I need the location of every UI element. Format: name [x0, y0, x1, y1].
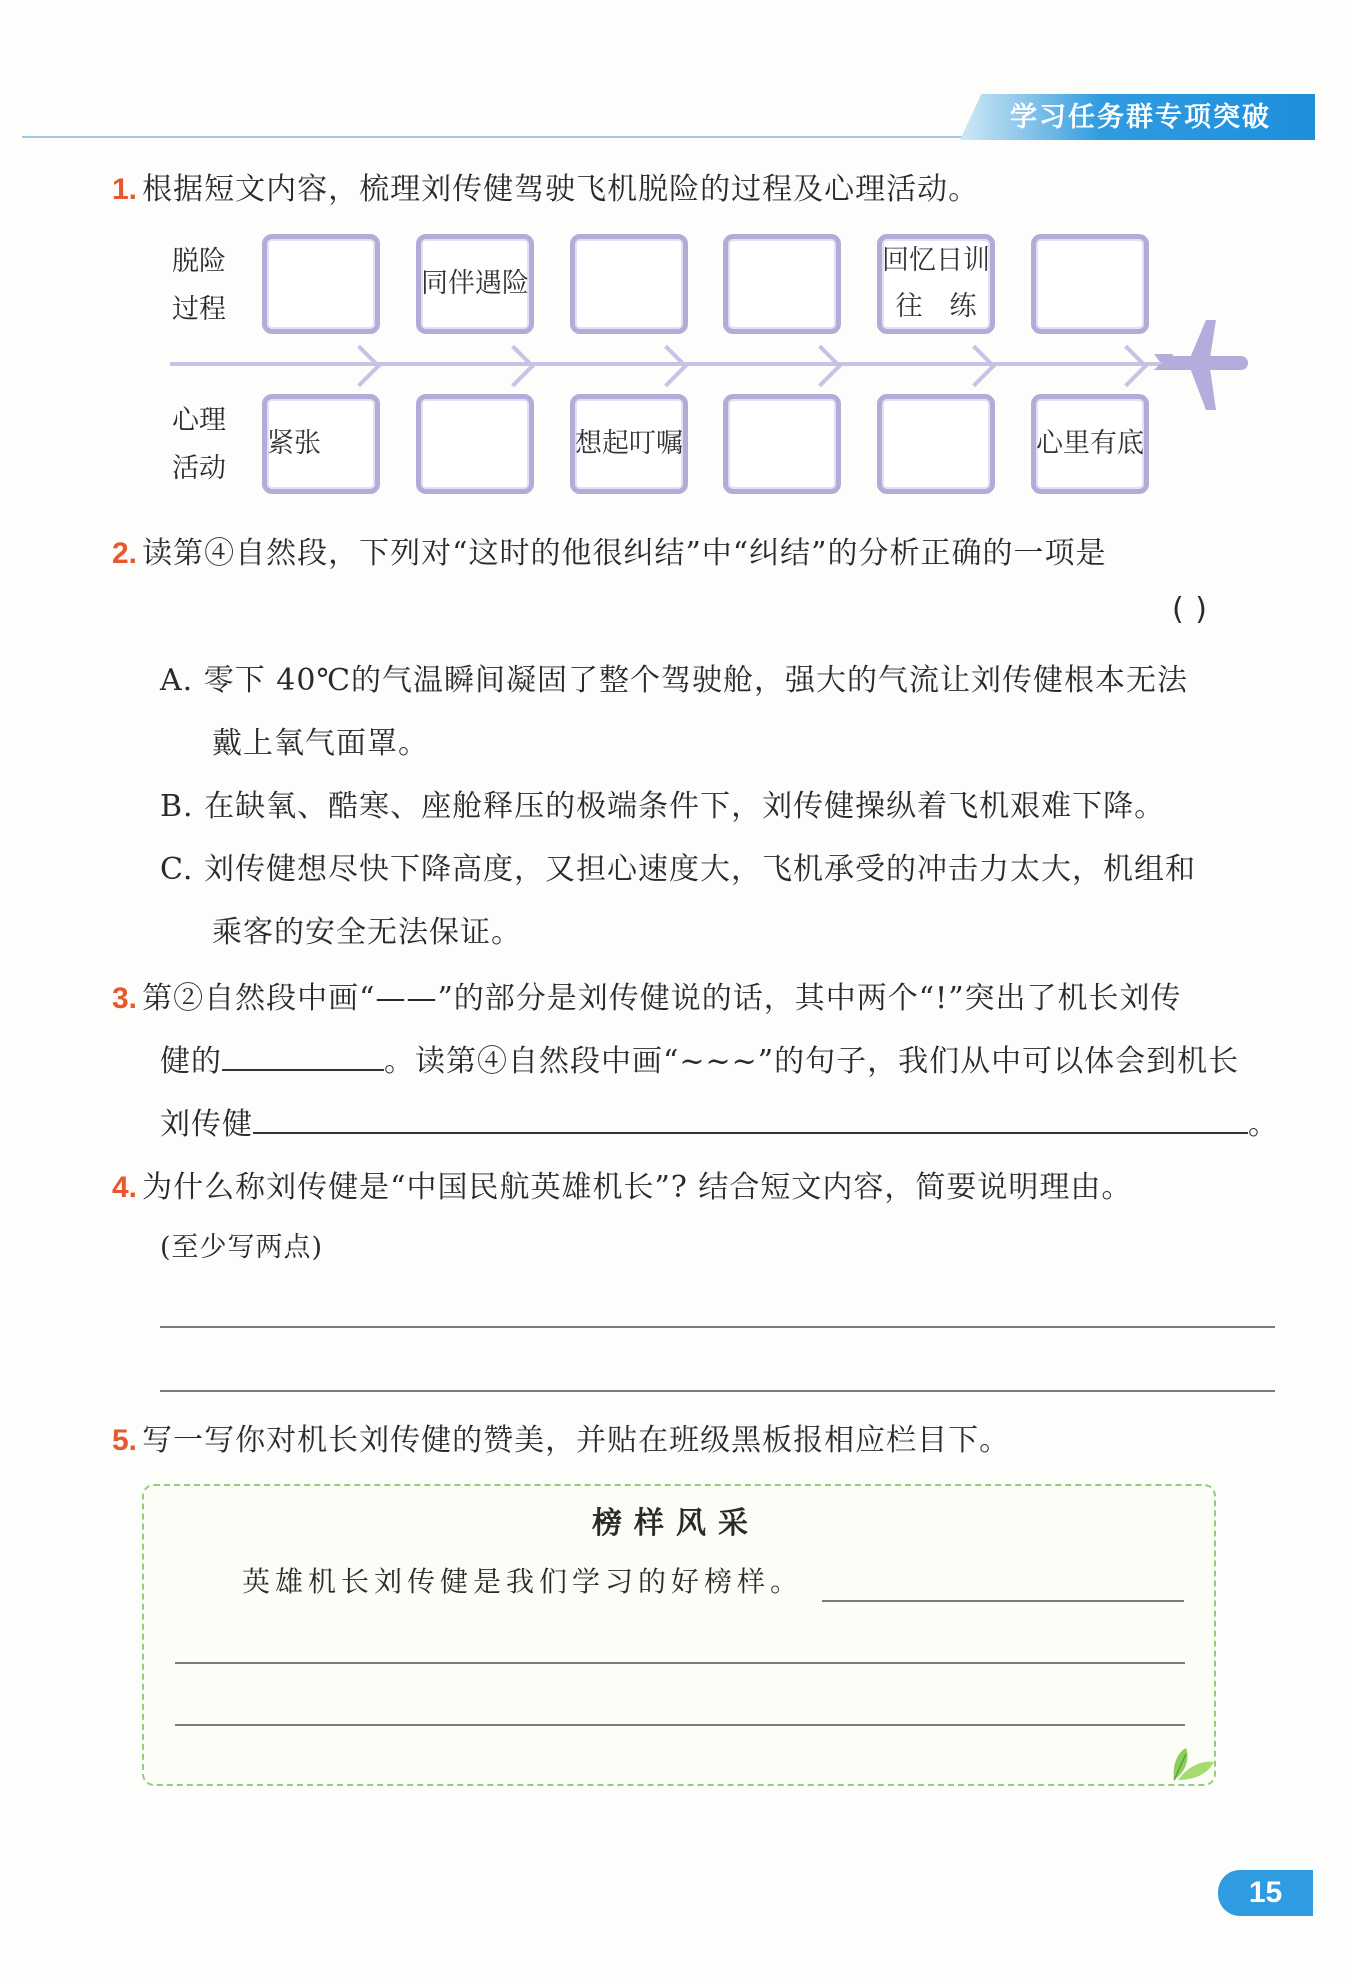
emotion-box[interactable]: [262, 394, 380, 494]
fill-blank[interactable]: [253, 1104, 1248, 1134]
question-2: [112, 528, 1106, 572]
panel-title: 榜样风采: [592, 1506, 760, 1541]
chevron-right-icon: [1106, 345, 1148, 387]
process-box[interactable]: [877, 234, 995, 334]
box-text: 遇险: [475, 268, 529, 299]
box-text: 想起: [575, 428, 629, 459]
emotion-box[interactable]: [877, 394, 995, 494]
chevron-right-icon: [493, 345, 535, 387]
box-text: 有底: [1090, 428, 1144, 459]
page-number: 15: [1218, 1870, 1313, 1916]
box-text: 紧张: [267, 428, 321, 459]
question-number: 1.: [112, 173, 138, 206]
box-text: 回忆往: [882, 245, 936, 322]
box-text: 心里: [1036, 428, 1090, 459]
question-text: 根据短文内容，梳理刘传健驾驶飞机脱险的过程及心理活动。: [142, 172, 980, 207]
option-b[interactable]: B. 在缺氧、酷寒、座舱释压的极端条件下，刘传健操纵着飞机艰难下降。: [160, 789, 1166, 824]
chevron-right-icon: [800, 345, 842, 387]
option-a[interactable]: A. 零下 40℃的气温瞬间凝固了整个驾驶舱，强大的气流让刘传健根本无法: [160, 663, 1189, 698]
question-1: [112, 164, 979, 208]
process-box[interactable]: [416, 234, 534, 334]
question-number: 2.: [112, 537, 138, 570]
answer-line[interactable]: [160, 1326, 1275, 1328]
question-number: 5.: [112, 1424, 138, 1457]
chevron-right-icon: [339, 345, 381, 387]
chevron-right-icon: [954, 345, 996, 387]
option-a-cont: 戴上氧气面罩。: [212, 726, 429, 761]
chevron-right-icon: [646, 345, 688, 387]
option-c[interactable]: C. 刘传健想尽快下降高度，又担心速度大，飞机承受的冲击力太大，机组和: [160, 852, 1196, 887]
question-text: 读第④自然段，下列对“这时的他很纠结”中“纠结”的分析正确的一项是: [142, 536, 1107, 571]
process-box[interactable]: [1031, 234, 1149, 334]
question-3: [112, 973, 1182, 1017]
airplane-icon: [1150, 318, 1260, 414]
leaf-icon: [1168, 1742, 1218, 1782]
emotion-box[interactable]: [570, 394, 688, 494]
question-4-note: (至少写两点): [160, 1232, 324, 1263]
box-text: 叮嘱: [629, 428, 683, 459]
question-number: 4.: [112, 1171, 138, 1204]
question-text: 第②自然段中画“——”的部分是刘传健说的话，其中两个“!”突出了机长刘传: [142, 981, 1182, 1016]
process-box[interactable]: [570, 234, 688, 334]
question-4: [112, 1162, 1132, 1206]
question-3-line2: 健的 。读第④自然段中画“~~~”的句子，我们从中可以体会到机长: [160, 1036, 1239, 1080]
question-text: 写一写你对机长刘传健的赞美，并贴在班级黑板报相应栏目下。: [142, 1423, 1011, 1458]
emotion-box[interactable]: [1031, 394, 1149, 494]
answer-line[interactable]: [822, 1600, 1184, 1602]
box-text: 同伴: [421, 268, 475, 299]
process-box[interactable]: [723, 234, 841, 334]
emotion-box[interactable]: [723, 394, 841, 494]
diagram-top-label: 脱险 过程: [172, 246, 226, 325]
process-box[interactable]: [262, 234, 380, 334]
answer-line[interactable]: [175, 1724, 1185, 1726]
question-3-line3: 刘传健 。: [160, 1099, 1279, 1143]
answer-line[interactable]: [160, 1390, 1275, 1392]
emotion-box[interactable]: [416, 394, 534, 494]
option-c-cont: 乘客的安全无法保证。: [212, 915, 522, 950]
question-text: 为什么称刘传健是“中国民航英雄机长”? 结合短文内容，简要说明理由。: [142, 1170, 1133, 1205]
answer-line[interactable]: [175, 1662, 1185, 1664]
question-5: [112, 1415, 1010, 1459]
diagram-bottom-label: 心理 活动: [172, 405, 226, 484]
box-text: 日训练: [936, 245, 990, 322]
answer-paren[interactable]: ( ): [1172, 592, 1208, 627]
question-number: 3.: [112, 982, 138, 1015]
panel-prompt: 英雄机长刘传健是我们学习的好榜样。: [242, 1565, 804, 1598]
header-tab-label: 学习任务群专项突破: [1010, 102, 1271, 133]
fill-blank[interactable]: [222, 1041, 384, 1071]
